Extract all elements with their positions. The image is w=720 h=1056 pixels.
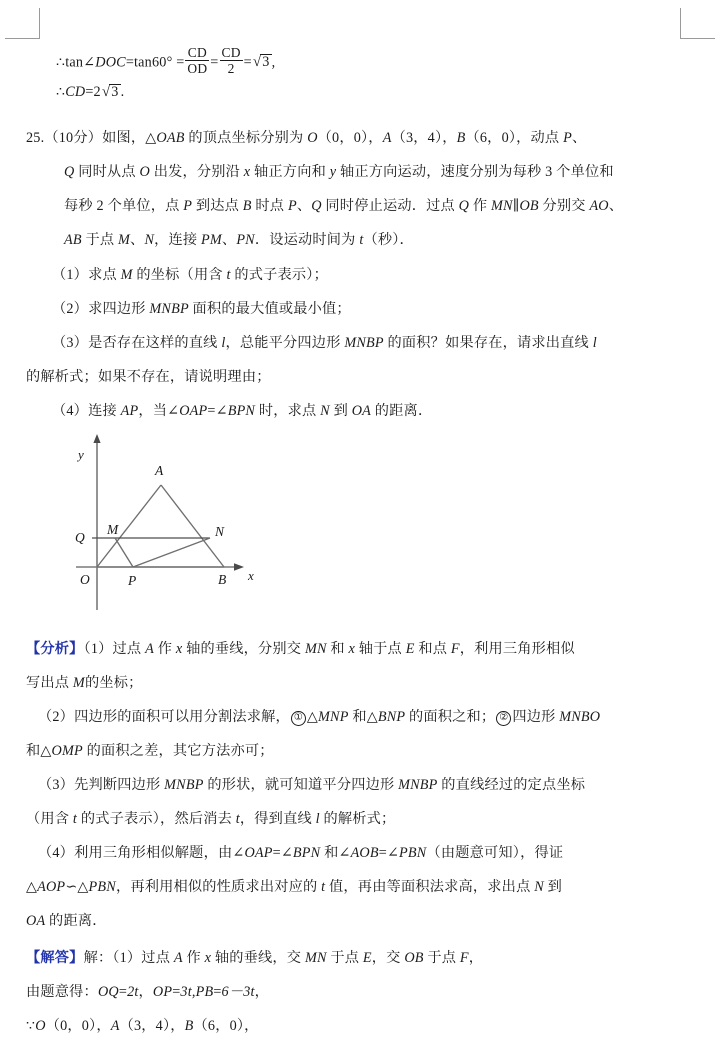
radicand-3: 3 xyxy=(262,54,270,71)
therefore-symbol-1: ∴ xyxy=(56,54,66,71)
analysis-line-8 xyxy=(26,880,562,894)
angle-bpn-label-2: BPN xyxy=(292,845,321,861)
square-root-3 xyxy=(252,54,272,70)
analysis-1-text-g: ，利用三角形相似 xyxy=(459,641,575,657)
segment-mn-label-1: MN xyxy=(491,198,513,214)
figure-label-O: O xyxy=(80,572,90,587)
stem-text-2d: 轴正方向运动，速度分别为每秒 3 个单位和 xyxy=(336,164,614,180)
time-var-2: t xyxy=(226,267,231,283)
angle-pbn-label-1: PBN xyxy=(399,845,427,861)
stem-text-4a: 于点 xyxy=(81,232,119,248)
quad-mnbp-label-1: MNBP xyxy=(149,301,189,317)
segment-pb-label: PB xyxy=(195,984,214,1000)
analysis-line-5 xyxy=(38,778,585,792)
point-f-label-2: F xyxy=(459,950,469,966)
segment-ob-label-2: OB xyxy=(404,950,424,966)
part-4-text-a: 连接 xyxy=(88,403,121,419)
analysis-1-number: （1） xyxy=(83,641,113,657)
part-1-text-a: 求点 xyxy=(88,267,121,283)
time-var-5: t xyxy=(321,879,326,895)
analysis-2-text-b: 和△ xyxy=(348,709,378,725)
point-e-label-2: E xyxy=(362,950,372,966)
analysis-4-text-d: ，再利用相似的性质求出对应的 xyxy=(115,879,322,895)
triangle-aop-label: AOP xyxy=(37,879,66,895)
problem-number: 25 xyxy=(26,130,41,146)
figure-label-B: B xyxy=(218,572,227,587)
point-p-label-2: P xyxy=(183,198,193,214)
fraction-denominator-od: OD xyxy=(187,61,208,77)
point-o-coord-2: （0，0）， xyxy=(45,1018,111,1034)
analysis-3-text-d: （用含 xyxy=(26,811,73,827)
problem-number-dot: . xyxy=(40,130,45,146)
figure-label-x: x xyxy=(248,568,254,583)
radicand-3-b: 3 xyxy=(111,84,119,100)
part-4-number: （4） xyxy=(52,403,89,419)
segment-mn-label-2: MN xyxy=(304,641,327,657)
tan60-operator: tan60 xyxy=(134,54,167,71)
analysis-4-text-g: 的距离． xyxy=(45,913,107,929)
triangle-pbn-label: PBN xyxy=(88,879,116,895)
part-4-text-b: ，当∠ xyxy=(138,403,180,419)
coefficient-2: 2 xyxy=(93,84,101,100)
analysis-line-4 xyxy=(26,744,274,758)
solution-line-3 xyxy=(26,1019,259,1033)
stem-text-3f: 作 xyxy=(469,198,491,214)
segment-oa-label-2: OA xyxy=(26,913,46,929)
segment-pm-label-1: PM xyxy=(201,232,222,248)
part-2-number: （2） xyxy=(52,301,89,317)
figure-label-y: y xyxy=(78,447,84,462)
time-var-1: t xyxy=(359,232,364,248)
analysis-line-9 xyxy=(26,914,107,928)
analysis-2-text-c: 的面积之和； xyxy=(405,709,496,725)
stem-text-4c: ，连接 xyxy=(154,232,202,248)
point-m-label-3: M xyxy=(72,675,85,691)
solution-1-text-c: 轴的垂线，交 xyxy=(211,950,305,966)
part-1-text-b: 的坐标（用含 xyxy=(132,267,227,283)
analysis-1-text-c: 轴的垂线，分别交 xyxy=(182,641,305,657)
problem-25-part-3-line-1 xyxy=(52,336,597,350)
similar-symbol-1: ∽ xyxy=(65,879,78,895)
value-6-minus-3t: 6－3t xyxy=(221,984,255,1000)
stem-text-3e: 同时停止运动．过点 xyxy=(321,198,459,214)
point-a-label-3: A xyxy=(145,641,154,657)
solution-1-text-e: ，交 xyxy=(371,950,405,966)
line-l-label-1: l xyxy=(221,335,226,351)
solution-1-text-g: ， xyxy=(468,950,484,966)
solution-line-1 xyxy=(26,951,483,965)
circled-number-1: ① xyxy=(291,711,306,726)
time-var-3: t xyxy=(72,811,78,827)
segment-pm xyxy=(115,538,133,567)
problem-25-line-3 xyxy=(64,199,623,213)
point-a-label-1: A xyxy=(382,130,392,146)
triangle-mnp-label: MNP xyxy=(318,709,349,725)
y-axis-arrow-icon xyxy=(93,434,100,443)
point-a-coord-2: （3，4）， xyxy=(119,1018,185,1034)
point-f-label-1: F xyxy=(450,641,460,657)
stem-text-4b: 、 xyxy=(130,232,145,248)
fraction-numerator-cd-2: CD xyxy=(221,45,241,60)
carryover-line-2 xyxy=(56,84,124,100)
figure-label-A: A xyxy=(155,463,164,478)
part-3-number: （3） xyxy=(52,335,89,351)
triangle-symbol-3: △ xyxy=(26,879,38,895)
point-b-label-3: B xyxy=(184,1018,194,1034)
stem-text-3h: 、 xyxy=(608,198,624,214)
stem-text-3c: 时点 xyxy=(251,198,288,214)
point-a-label-5: A xyxy=(110,1018,120,1034)
solution-2-text-a: 由题意得： xyxy=(26,984,98,1000)
analysis-2-number: （2） xyxy=(38,709,75,725)
point-b-coord-1: （6，0），动点 xyxy=(465,130,564,146)
solution-1-text-d: 于点 xyxy=(326,950,363,966)
parallel-symbol-1: ∥ xyxy=(512,198,520,214)
fraction-numerator-cd: CD xyxy=(185,45,209,61)
x-axis-var-4: x xyxy=(204,950,212,966)
point-e-label-1: E xyxy=(405,641,415,657)
point-o-label-2: O xyxy=(139,164,150,180)
part-1-number: （1） xyxy=(52,267,89,283)
equals-5: = xyxy=(85,84,94,100)
analysis-line-2 xyxy=(26,676,143,690)
point-n-label-1: N xyxy=(144,232,155,248)
analysis-line-1 xyxy=(26,642,575,656)
part-4-text-e: 的距离． xyxy=(371,403,433,419)
solution-1-text-f: 于点 xyxy=(423,950,460,966)
solution-line-2 xyxy=(26,985,269,999)
analysis-3-text-g: 的解析式； xyxy=(319,811,396,827)
analysis-3-text-c: 的直线经过的定点坐标 xyxy=(437,777,586,793)
analysis-1-text-f: 和点 xyxy=(414,641,451,657)
circled-number-2: ② xyxy=(496,711,511,726)
figure-label-N: N xyxy=(215,524,225,539)
triangle-oab-label: OAB xyxy=(156,130,185,146)
triangle-symbol-2: △ xyxy=(306,709,319,725)
point-a-label-4: A xyxy=(173,950,183,966)
angle-symbol-1: ∠ xyxy=(83,54,96,71)
part-3-text-c: 的面积？如果存在，请求出直线 xyxy=(383,335,593,351)
analysis-4-text-c: （由题意可知），得证 xyxy=(426,845,564,861)
analysis-4-equals-1: =∠ xyxy=(272,845,293,861)
line-l-label-3: l xyxy=(315,811,320,827)
stem-text-4d: 、 xyxy=(221,232,237,248)
point-m-label-2: M xyxy=(120,267,133,283)
because-symbol-1: ∵ xyxy=(26,1018,36,1034)
stem-text-2c: 轴正方向和 xyxy=(250,164,330,180)
point-n-label-2: N xyxy=(320,403,330,419)
stem-text-1b: 的顶点坐标分别为 xyxy=(184,130,308,146)
time-var-4: t xyxy=(235,811,240,827)
problem-25-part-1 xyxy=(52,268,328,282)
analysis-2-text-f: 的面积之差，其它方法亦可； xyxy=(82,743,274,759)
degree-symbol: ° xyxy=(166,54,173,71)
segment-ap-label-1: AP xyxy=(120,403,139,419)
analysis-4-equals-2: =∠ xyxy=(378,845,400,861)
fraction-cd-over-od xyxy=(185,45,209,77)
analysis-1-text-b: 作 xyxy=(153,641,176,657)
analysis-line-6 xyxy=(26,812,395,826)
analysis-4-text-f: 到 xyxy=(543,879,563,895)
solution-2-comma-2: ， xyxy=(254,984,270,1000)
solution-2-equals-1: = xyxy=(118,984,128,1000)
crop-mark-top-right xyxy=(680,8,715,39)
part-4-equals-1: =∠ xyxy=(207,403,228,419)
analysis-3-text-e: 的式子表示），然后消去 xyxy=(77,811,236,827)
analysis-4-text-e: 值，再由等面积法求高，求出点 xyxy=(325,879,535,895)
solution-tag: 【解答】 xyxy=(26,950,84,966)
quad-mnbo-label: MNBO xyxy=(559,709,601,725)
stem-text-3g: 分别交 xyxy=(538,198,590,214)
quad-mnbp-label-3: MNBP xyxy=(164,777,204,793)
stem-text-3d: 、 xyxy=(296,198,312,214)
analysis-1-text-e: 轴于点 xyxy=(355,641,406,657)
point-n-label-3: N xyxy=(534,879,544,895)
segment-oa-label-1: OA xyxy=(351,403,372,419)
stem-text-1a: 如图， xyxy=(102,130,146,146)
analysis-1-text-d: 和 xyxy=(326,641,349,657)
point-o-coord-1: （0，0）， xyxy=(317,130,383,146)
analysis-1-text-i: 的坐标； xyxy=(84,675,143,691)
analysis-4-number: （4） xyxy=(38,845,75,861)
analysis-line-7 xyxy=(38,846,563,860)
segment-mn-label-3: MN xyxy=(304,950,327,966)
triangle-symbol-4: △ xyxy=(77,879,89,895)
stem-text-4f: （秒）． xyxy=(363,232,414,248)
part-3-text-b: ，总能平分四边形 xyxy=(225,335,345,351)
radical-sign-icon: √ xyxy=(252,54,262,71)
analysis-2-text-d: 四边形 xyxy=(512,709,560,725)
point-q-label-3: Q xyxy=(458,198,470,214)
period-1: . xyxy=(120,84,125,100)
problem-25-line-2 xyxy=(64,165,614,179)
geometry-figure-svg xyxy=(70,428,300,613)
analysis-3-number: （3） xyxy=(38,777,75,793)
equals-2: = xyxy=(176,54,185,71)
triangle-symbol-1: △ xyxy=(145,130,157,146)
quad-mnbp-label-2: MNBP xyxy=(344,335,384,351)
point-p-label-3: P xyxy=(287,198,297,214)
part-2-text-b: 面积的最大值或最小值； xyxy=(188,301,351,317)
value-3t: 3t, xyxy=(180,984,196,1000)
angle-doc-label: DOC xyxy=(95,54,126,71)
analysis-1-text-h: 写出点 xyxy=(26,675,73,691)
point-b-coord-2: （6，0）， xyxy=(193,1018,259,1034)
angle-oap-label-2: OAP xyxy=(244,845,273,861)
analysis-tag: 【分析】 xyxy=(26,641,84,657)
stem-text-3a: 每秒 2 个单位，点 xyxy=(64,198,184,214)
angle-oap-label-1: OAP xyxy=(179,403,208,419)
analysis-line-3 xyxy=(38,710,600,726)
stem-text-2a: 同时从点 xyxy=(74,164,140,180)
analysis-4-text-a: 利用三角形相似解题，由∠ xyxy=(74,845,245,861)
solution-2-comma-1: ， xyxy=(138,984,153,1000)
cd-segment-label: CD xyxy=(65,84,86,100)
carryover-line-1 xyxy=(56,45,275,77)
part-3-text-d: 的解析式；如果不存在，请说明理由； xyxy=(26,369,271,385)
therefore-symbol-2: ∴ xyxy=(56,84,66,100)
equals-3: = xyxy=(210,54,219,71)
analysis-1-text-a: 过点 xyxy=(112,641,146,657)
solution-1-text-a: 解：（1）过点 xyxy=(83,950,174,966)
point-q-label-1: Q xyxy=(64,164,75,180)
analysis-3-text-a: 先判断四边形 xyxy=(74,777,165,793)
solution-1-text-b: 作 xyxy=(182,950,205,966)
part-4-text-c: 时，求点 xyxy=(255,403,321,419)
figure-label-P: P xyxy=(128,573,137,588)
analysis-2-text-e: 和△ xyxy=(26,743,52,759)
analysis-2-text-a: 四边形的面积可以用分割法求解， xyxy=(74,709,290,725)
triangle-bnp-label: BNP xyxy=(377,709,406,725)
problem-25-part-4 xyxy=(52,404,432,418)
stem-text-2b: 出发，分别沿 xyxy=(149,164,244,180)
y-axis-var-1: y xyxy=(329,164,337,180)
angle-aob-label-1: AOB xyxy=(350,845,379,861)
segment-pn-label-1: PN xyxy=(236,232,255,248)
quad-mnbp-label-4: MNBP xyxy=(398,777,438,793)
crop-mark-top-left xyxy=(5,8,40,39)
comma-1: , xyxy=(271,54,276,71)
x-axis-var-2: x xyxy=(175,641,183,657)
part-2-text-a: 求四边形 xyxy=(88,301,150,317)
point-b-label-1: B xyxy=(456,130,466,146)
triangle-omp-label: OMP xyxy=(51,743,83,759)
analysis-3-text-b: 的形状，就可知道平分四边形 xyxy=(203,777,399,793)
angle-bpn-label-1: BPN xyxy=(227,403,256,419)
figure-label-Q: Q xyxy=(75,530,85,545)
square-root-3-b xyxy=(101,84,121,100)
segment-ob-label-1: OB xyxy=(519,198,539,214)
stem-text-4e: ．设运动时间为 xyxy=(254,232,360,248)
point-o-label-1: O xyxy=(307,130,318,146)
problem-25-line-4 xyxy=(64,233,414,247)
segment-ab-label-1: AB xyxy=(64,232,82,248)
problem-25-part-3-line-2 xyxy=(26,370,271,384)
part-3-text-a: 是否存在这样的直线 xyxy=(88,335,222,351)
equals-1: = xyxy=(125,54,135,71)
solution-2-equals-3: = xyxy=(213,984,222,1000)
fraction-cd-over-2 xyxy=(220,45,243,77)
solution-2-equals-2: = xyxy=(172,984,181,1000)
part-4-text-d: 到 xyxy=(329,403,352,419)
radical-sign-icon-2: √ xyxy=(101,84,111,100)
segment-oq-label: OQ xyxy=(97,984,119,1000)
fraction-denominator-2: 2 xyxy=(227,61,235,77)
segment-op-label: OP xyxy=(152,984,173,1000)
x-axis-arrow-icon xyxy=(234,563,244,571)
x-axis-var-3: x xyxy=(348,641,356,657)
segment-ao-label-1: AO xyxy=(589,198,609,214)
point-a-coord-1: （3，4）， xyxy=(391,130,457,146)
tan-operator-1: tan xyxy=(65,54,84,71)
analysis-3-text-f: ，得到直线 xyxy=(239,811,316,827)
problem-25-line-1 xyxy=(26,131,586,145)
stem-text-1c: 、 xyxy=(571,130,587,146)
segment-pn xyxy=(133,538,210,567)
point-m-label-1: M xyxy=(118,232,131,248)
point-q-label-2: Q xyxy=(311,198,322,214)
point-o-label-3: O xyxy=(35,1018,46,1034)
problem-25-part-2 xyxy=(52,302,351,316)
point-b-label-2: B xyxy=(242,198,252,214)
figure-label-M: M xyxy=(107,522,119,537)
analysis-4-text-b: 和∠ xyxy=(320,845,351,861)
part-1-text-c: 的式子表示）； xyxy=(230,267,328,283)
point-p-label-1: P xyxy=(563,130,572,146)
geometry-figure xyxy=(70,428,300,613)
stem-text-3b: 到达点 xyxy=(192,198,243,214)
x-axis-var-1: x xyxy=(243,164,251,180)
value-2t: 2t xyxy=(127,984,139,1000)
line-l-label-2: l xyxy=(592,335,597,351)
problem-points: （10分） xyxy=(44,130,103,146)
equals-4: = xyxy=(243,54,252,71)
